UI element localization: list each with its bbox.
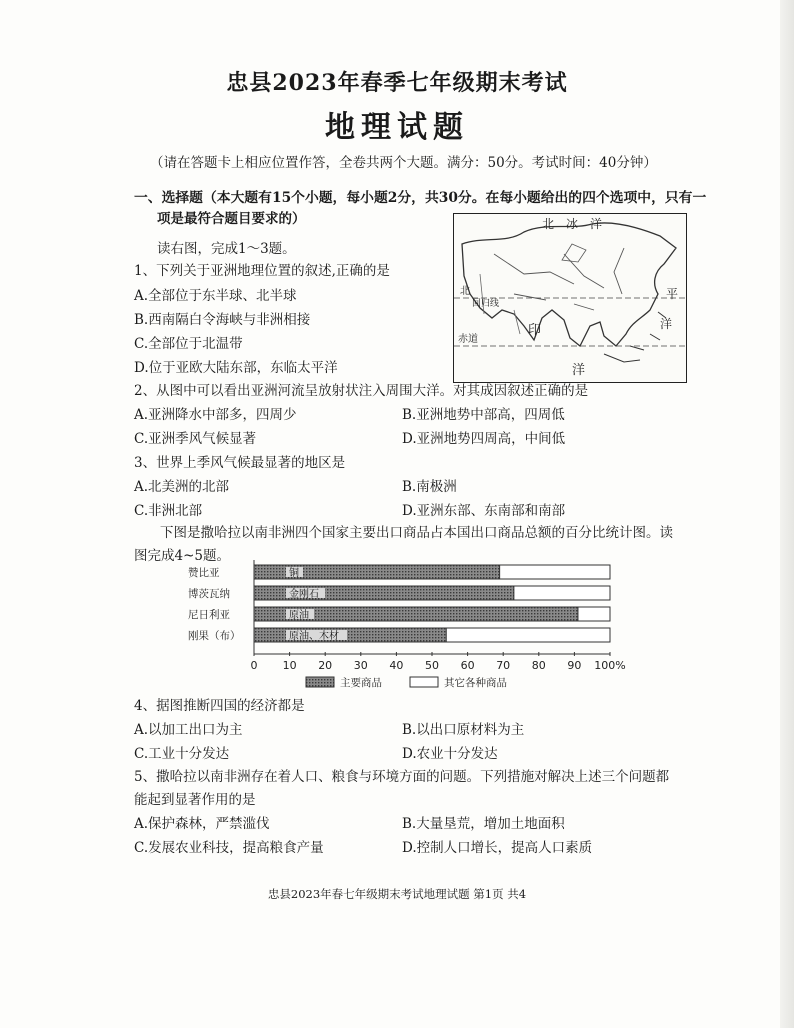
map-label-indian: 印 <box>528 323 542 338</box>
chart-legend-swatch-other <box>410 677 438 687</box>
chart-intro-line1: 下图是撒哈拉以南非洲四个国家主要出口商品占本国出口商品总额的百分比统计图。读 <box>160 525 673 541</box>
exam-instructions: （请在答题卡上相应位置作答，全卷共两个大题。满分：50分。考试时间：40分钟） <box>150 155 657 171</box>
chart-legend-swatch-main <box>306 677 334 687</box>
question-3-option-b: B.南极洲 <box>402 479 457 495</box>
question-4-option-d: D.农业十分发达 <box>402 746 498 762</box>
chart-bar-label: 金刚石 <box>289 589 319 600</box>
question-2-stem: 2、从图中可以看出亚洲河流呈放射状注入周围大洋。对其成因叙述正确的是 <box>134 383 589 399</box>
question-5-option-c: C.发展农业科技，提高粮食产量 <box>134 840 324 856</box>
chart-bar-label: 原油 <box>289 610 309 621</box>
chart-legend-main: 主要商品 <box>340 677 382 689</box>
map-label-arctic: 北 冰 洋 <box>542 217 603 231</box>
question-3-option-d: D.亚洲东部、东南部和南部 <box>402 503 566 519</box>
chart-x-tick-label: 20 <box>318 659 333 672</box>
export-bar-chart-svg <box>138 556 638 696</box>
question-5-option-b: B.大量垦荒，增加土地面积 <box>402 816 565 832</box>
chart-x-tick-label: 50 <box>425 659 439 672</box>
question-1-option-a: A.全部位于东半球、北半球 <box>134 288 297 304</box>
question-1-option-c: C.全部位于北温带 <box>134 336 243 352</box>
map-intro: 读右图，完成1～3题。 <box>157 241 296 257</box>
question-3-option-c: C.非洲北部 <box>134 503 203 519</box>
question-4-option-c: C.工业十分发达 <box>134 746 230 762</box>
section-heading: 一、选择题（本大题有15个小题，每小题2分，共30分。在每小题给出的四个选项中，只有一 <box>134 190 707 206</box>
question-3-option-a: A.北美洲的北部 <box>134 479 230 495</box>
chart-x-tick-label: 80 <box>531 659 546 672</box>
chart-bar-label: 铜 <box>289 568 299 579</box>
chart-x-tick-label: 10 <box>282 659 297 672</box>
map-label-equator: 赤道 <box>458 334 478 345</box>
chart-category-label: 博茨瓦纳 <box>188 588 230 600</box>
chart-x-tick-label: 70 <box>496 659 511 672</box>
question-2-option-d: D.亚洲地势四周高，中间低 <box>402 431 566 447</box>
export-bar-chart <box>138 556 638 696</box>
chart-x-tick-label: 100% <box>594 659 626 672</box>
question-5-stem: 5、撒哈拉以南非洲存在着人口、粮食与环境方面的问题。下列措施对解决上述三个问题都 <box>134 769 670 785</box>
chart-bar-label: 原油、木材 <box>289 631 339 642</box>
asia-map-svg <box>454 214 686 382</box>
map-label-pacific-2: 洋 <box>660 317 673 331</box>
question-5-option-a: A.保护森林，严禁滥伐 <box>134 816 270 832</box>
question-2-option-a: A.亚洲降水中部多，四周少 <box>134 407 297 423</box>
chart-intro-line2: 图完成4~5题。 <box>134 548 230 564</box>
question-4-stem: 4、据图推断四国的经济都是 <box>134 698 305 714</box>
chart-legend-other: 其它各种商品 <box>444 677 507 689</box>
question-1-stem: 1、下列关于亚洲地理位置的叙述,正确的是 <box>134 263 390 279</box>
map-label-pacific-1: 平 <box>666 287 679 301</box>
section-heading-cont: 项是最符合题目要求的） <box>157 211 306 227</box>
chart-x-tick-label: 40 <box>389 659 404 672</box>
question-5-stem-cont: 能起到显著作用的是 <box>134 792 256 808</box>
page-footer: 忠县2023年春七年级期末考试地理试题 第1页 共4 <box>267 887 527 901</box>
question-3-stem: 3、世界上季风气候最显著的地区是 <box>134 455 346 471</box>
chart-x-tick-label: 60 <box>460 659 475 672</box>
question-4-option-a: A.以加工出口为主 <box>134 722 243 738</box>
question-1-option-d: D.位于亚欧大陆东部，东临太平洋 <box>134 360 338 376</box>
page-edge <box>780 0 794 1028</box>
chart-category-label: 刚果（布） <box>188 630 241 642</box>
map-label-tropic: 回归线 <box>472 299 500 309</box>
chart-x-tick-label: 30 <box>353 659 368 672</box>
chart-category-label: 赞比亚 <box>188 567 220 579</box>
exam-title: 忠县2023年春季七年级期末考试 <box>226 70 568 96</box>
map-label-indian-ocean: 洋 <box>572 363 586 378</box>
chart-bar-main <box>254 628 446 642</box>
subject-title: 地理试题 <box>325 110 469 145</box>
question-2-option-c: C.亚洲季风气候显著 <box>134 431 257 447</box>
question-2-option-b: B.亚洲地势中部高，四周低 <box>402 407 565 423</box>
question-5-option-d: D.控制人口增长，提高人口素质 <box>402 840 593 856</box>
map-label-north: 北 <box>460 286 470 297</box>
chart-x-tick-label: 90 <box>567 659 582 672</box>
asia-map <box>453 213 687 383</box>
question-4-option-b: B.以出口原材料为主 <box>402 722 525 738</box>
chart-category-label: 尼日利亚 <box>188 609 230 621</box>
question-1-option-b: B.西南隔白令海峡与非洲相接 <box>134 312 311 328</box>
chart-x-tick-label: 0 <box>250 659 258 672</box>
